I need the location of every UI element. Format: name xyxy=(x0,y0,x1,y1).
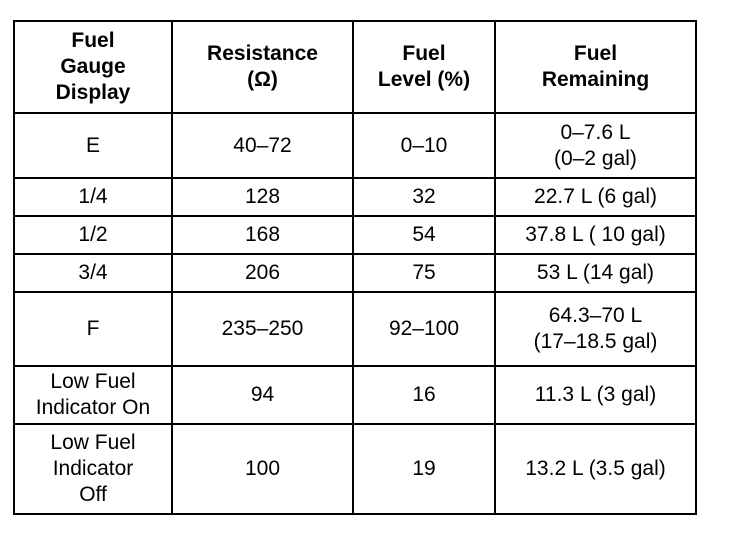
cell-display: 1/4 xyxy=(14,178,172,216)
header-resistance: Resistance (Ω) xyxy=(172,21,353,113)
cell-fuel-level: 19 xyxy=(353,424,495,514)
cell-fuel-remaining: 13.2 L (3.5 gal) xyxy=(495,424,696,514)
cell-fuel-remaining: 11.3 L (3 gal) xyxy=(495,366,696,424)
cell-fuel-level: 16 xyxy=(353,366,495,424)
header-fuel-level: Fuel Level (%) xyxy=(353,21,495,113)
cell-resistance: 100 xyxy=(172,424,353,514)
table-row xyxy=(14,424,696,514)
cell-fuel-remaining: 22.7 L (6 gal) xyxy=(495,178,696,216)
cell-display: F xyxy=(14,292,172,366)
cell-fuel-level: 75 xyxy=(353,254,495,292)
table-row xyxy=(14,178,696,216)
header-fuel-remaining: Fuel Remaining xyxy=(495,21,696,113)
cell-fuel-remaining: 37.8 L ( 10 gal) xyxy=(495,216,696,254)
cell-resistance: 235–250 xyxy=(172,292,353,366)
header-fuel-gauge-display: Fuel Gauge Display xyxy=(14,21,172,113)
table-row xyxy=(14,366,696,424)
cell-display: 1/2 xyxy=(14,216,172,254)
cell-display: Low Fuel Indicator On xyxy=(14,366,172,424)
cell-fuel-remaining: 53 L (14 gal) xyxy=(495,254,696,292)
cell-display: 3/4 xyxy=(14,254,172,292)
table-row xyxy=(14,216,696,254)
cell-fuel-level: 0–10 xyxy=(353,113,495,178)
cell-fuel-level: 92–100 xyxy=(353,292,495,366)
cell-resistance: 168 xyxy=(172,216,353,254)
cell-display: E xyxy=(14,113,172,178)
table-body xyxy=(14,113,696,514)
cell-resistance: 40–72 xyxy=(172,113,353,178)
cell-resistance: 206 xyxy=(172,254,353,292)
cell-fuel-remaining: 0–7.6 L (0–2 gal) xyxy=(495,113,696,178)
cell-fuel-remaining: 64.3–70 L (17–18.5 gal) xyxy=(495,292,696,366)
cell-resistance: 128 xyxy=(172,178,353,216)
table-row xyxy=(14,254,696,292)
cell-fuel-level: 54 xyxy=(353,216,495,254)
cell-fuel-level: 32 xyxy=(353,178,495,216)
fuel-gauge-table xyxy=(13,20,697,515)
header-row xyxy=(14,21,696,113)
table-header xyxy=(14,21,696,113)
cell-display: Low Fuel Indicator Off xyxy=(14,424,172,514)
table-row xyxy=(14,292,696,366)
cell-resistance: 94 xyxy=(172,366,353,424)
table-row xyxy=(14,113,696,178)
